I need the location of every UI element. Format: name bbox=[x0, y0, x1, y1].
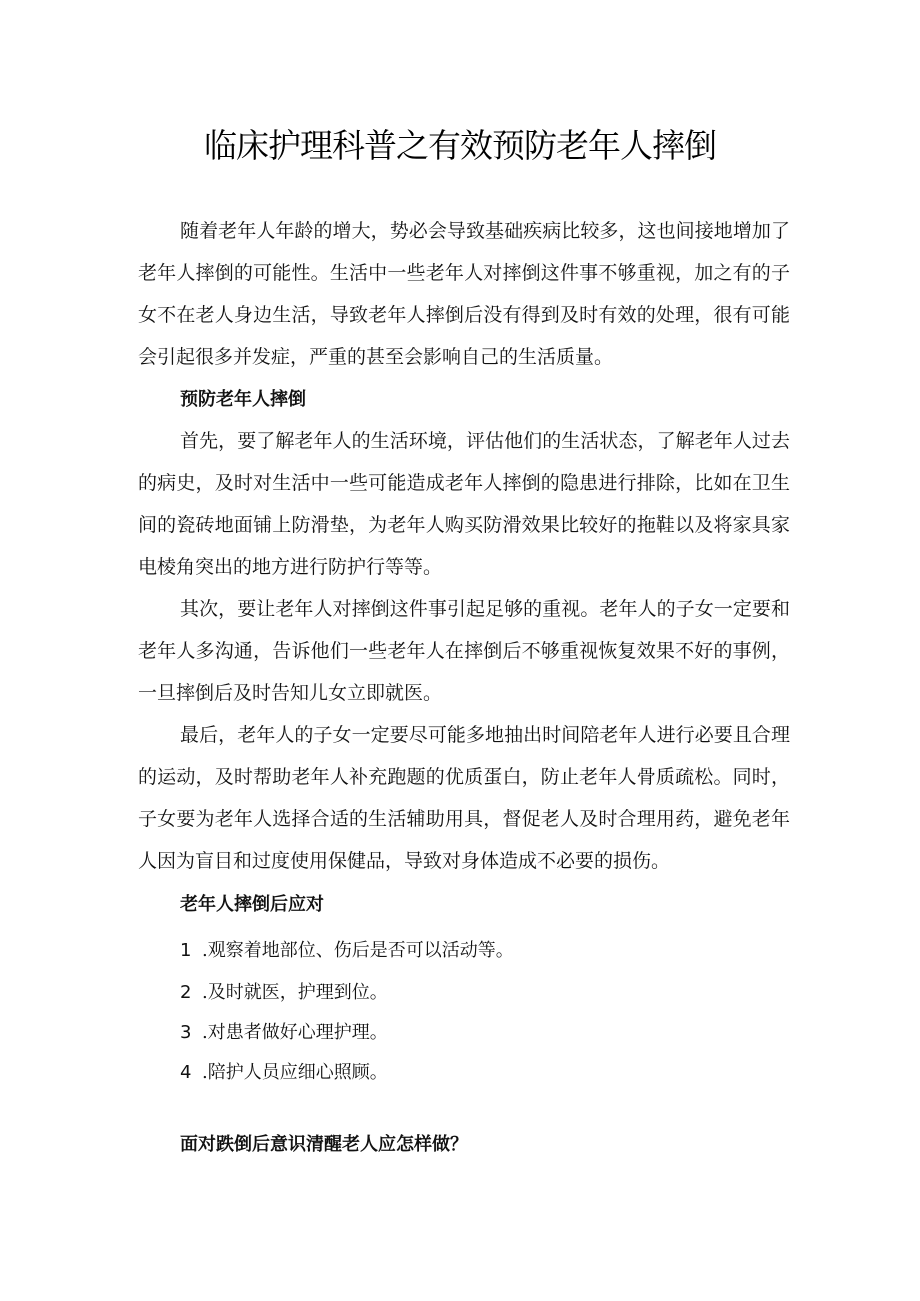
document-title: 临床护理科普之有效预防老年人摔倒 bbox=[204, 126, 716, 165]
list-item bbox=[180, 1018, 388, 1044]
list-item-text: .陪护人员应细心照顾。 bbox=[202, 1062, 388, 1083]
list-item-text: .及时就医，护理到位。 bbox=[202, 982, 388, 1003]
list-item bbox=[180, 1058, 388, 1084]
list-item-text: .对患者做好心理护理。 bbox=[202, 1022, 388, 1043]
section-heading-prevention: 预防老年人摔倒 bbox=[180, 389, 306, 410]
section-heading-conscious-elderly: 面对跌倒后意识清醒老人应怎样做？ bbox=[180, 1134, 468, 1155]
list-item-number: 2 bbox=[180, 982, 192, 1003]
list-item bbox=[180, 978, 388, 1004]
list-item-number: 4 bbox=[180, 1062, 192, 1083]
paragraph-second: 其次，要让老年人对摔倒这件事引起足够的重视。老年人的子女一定要和老年人多沟通，告诉他们一些老年人在摔倒后不够重视恢复效果不好的事例，一旦摔倒后及时告知儿女立即就医。 bbox=[138, 598, 790, 704]
list-item-text: .观察着地部位、伤后是否可以活动等。 bbox=[202, 940, 514, 961]
intro-paragraph: 随着老年人年龄的增大，势必会导致基础疾病比较多，这也间接地增加了老年人摔倒的可能性。生活中一些老年人对摔倒这件事不够重视，加之有的子女不在老人身边生活，导致老年人摔倒后没有得到及时有效的处理，很有可能会引起很多并发症，严重的甚至会影响自己的生活质量。 bbox=[138, 220, 790, 368]
list-item-number: 3 bbox=[180, 1022, 192, 1043]
paragraph-first: 首先，要了解老年人的生活环境，评估他们的生活状态，了解老年人过去的病史，及时对生活中一些可能造成老年人摔倒的隐患进行排除，比如在卫生间的瓷砖地面铺上防滑垫，为老年人购买防滑效果比较好的拖鞋以及将家具家电棱角突出的地方进行防护行等等。 bbox=[138, 430, 790, 578]
list-item bbox=[180, 936, 514, 962]
section-heading-response: 老年人摔倒后应对 bbox=[180, 894, 324, 915]
paragraph-last: 最后，老年人的子女一定要尽可能多地抽出时间陪老年人进行必要且合理的运动，及时帮助老年人补充跑题的优质蛋白，防止老年人骨质疏松。同时，子女要为老年人选择合适的生活辅助用具，督促老人及时合理用药，避免老年人因为盲目和过度使用保健品，导致对身体造成不必要的损伤。 bbox=[138, 724, 790, 872]
list-item-number: 1 bbox=[180, 940, 192, 961]
